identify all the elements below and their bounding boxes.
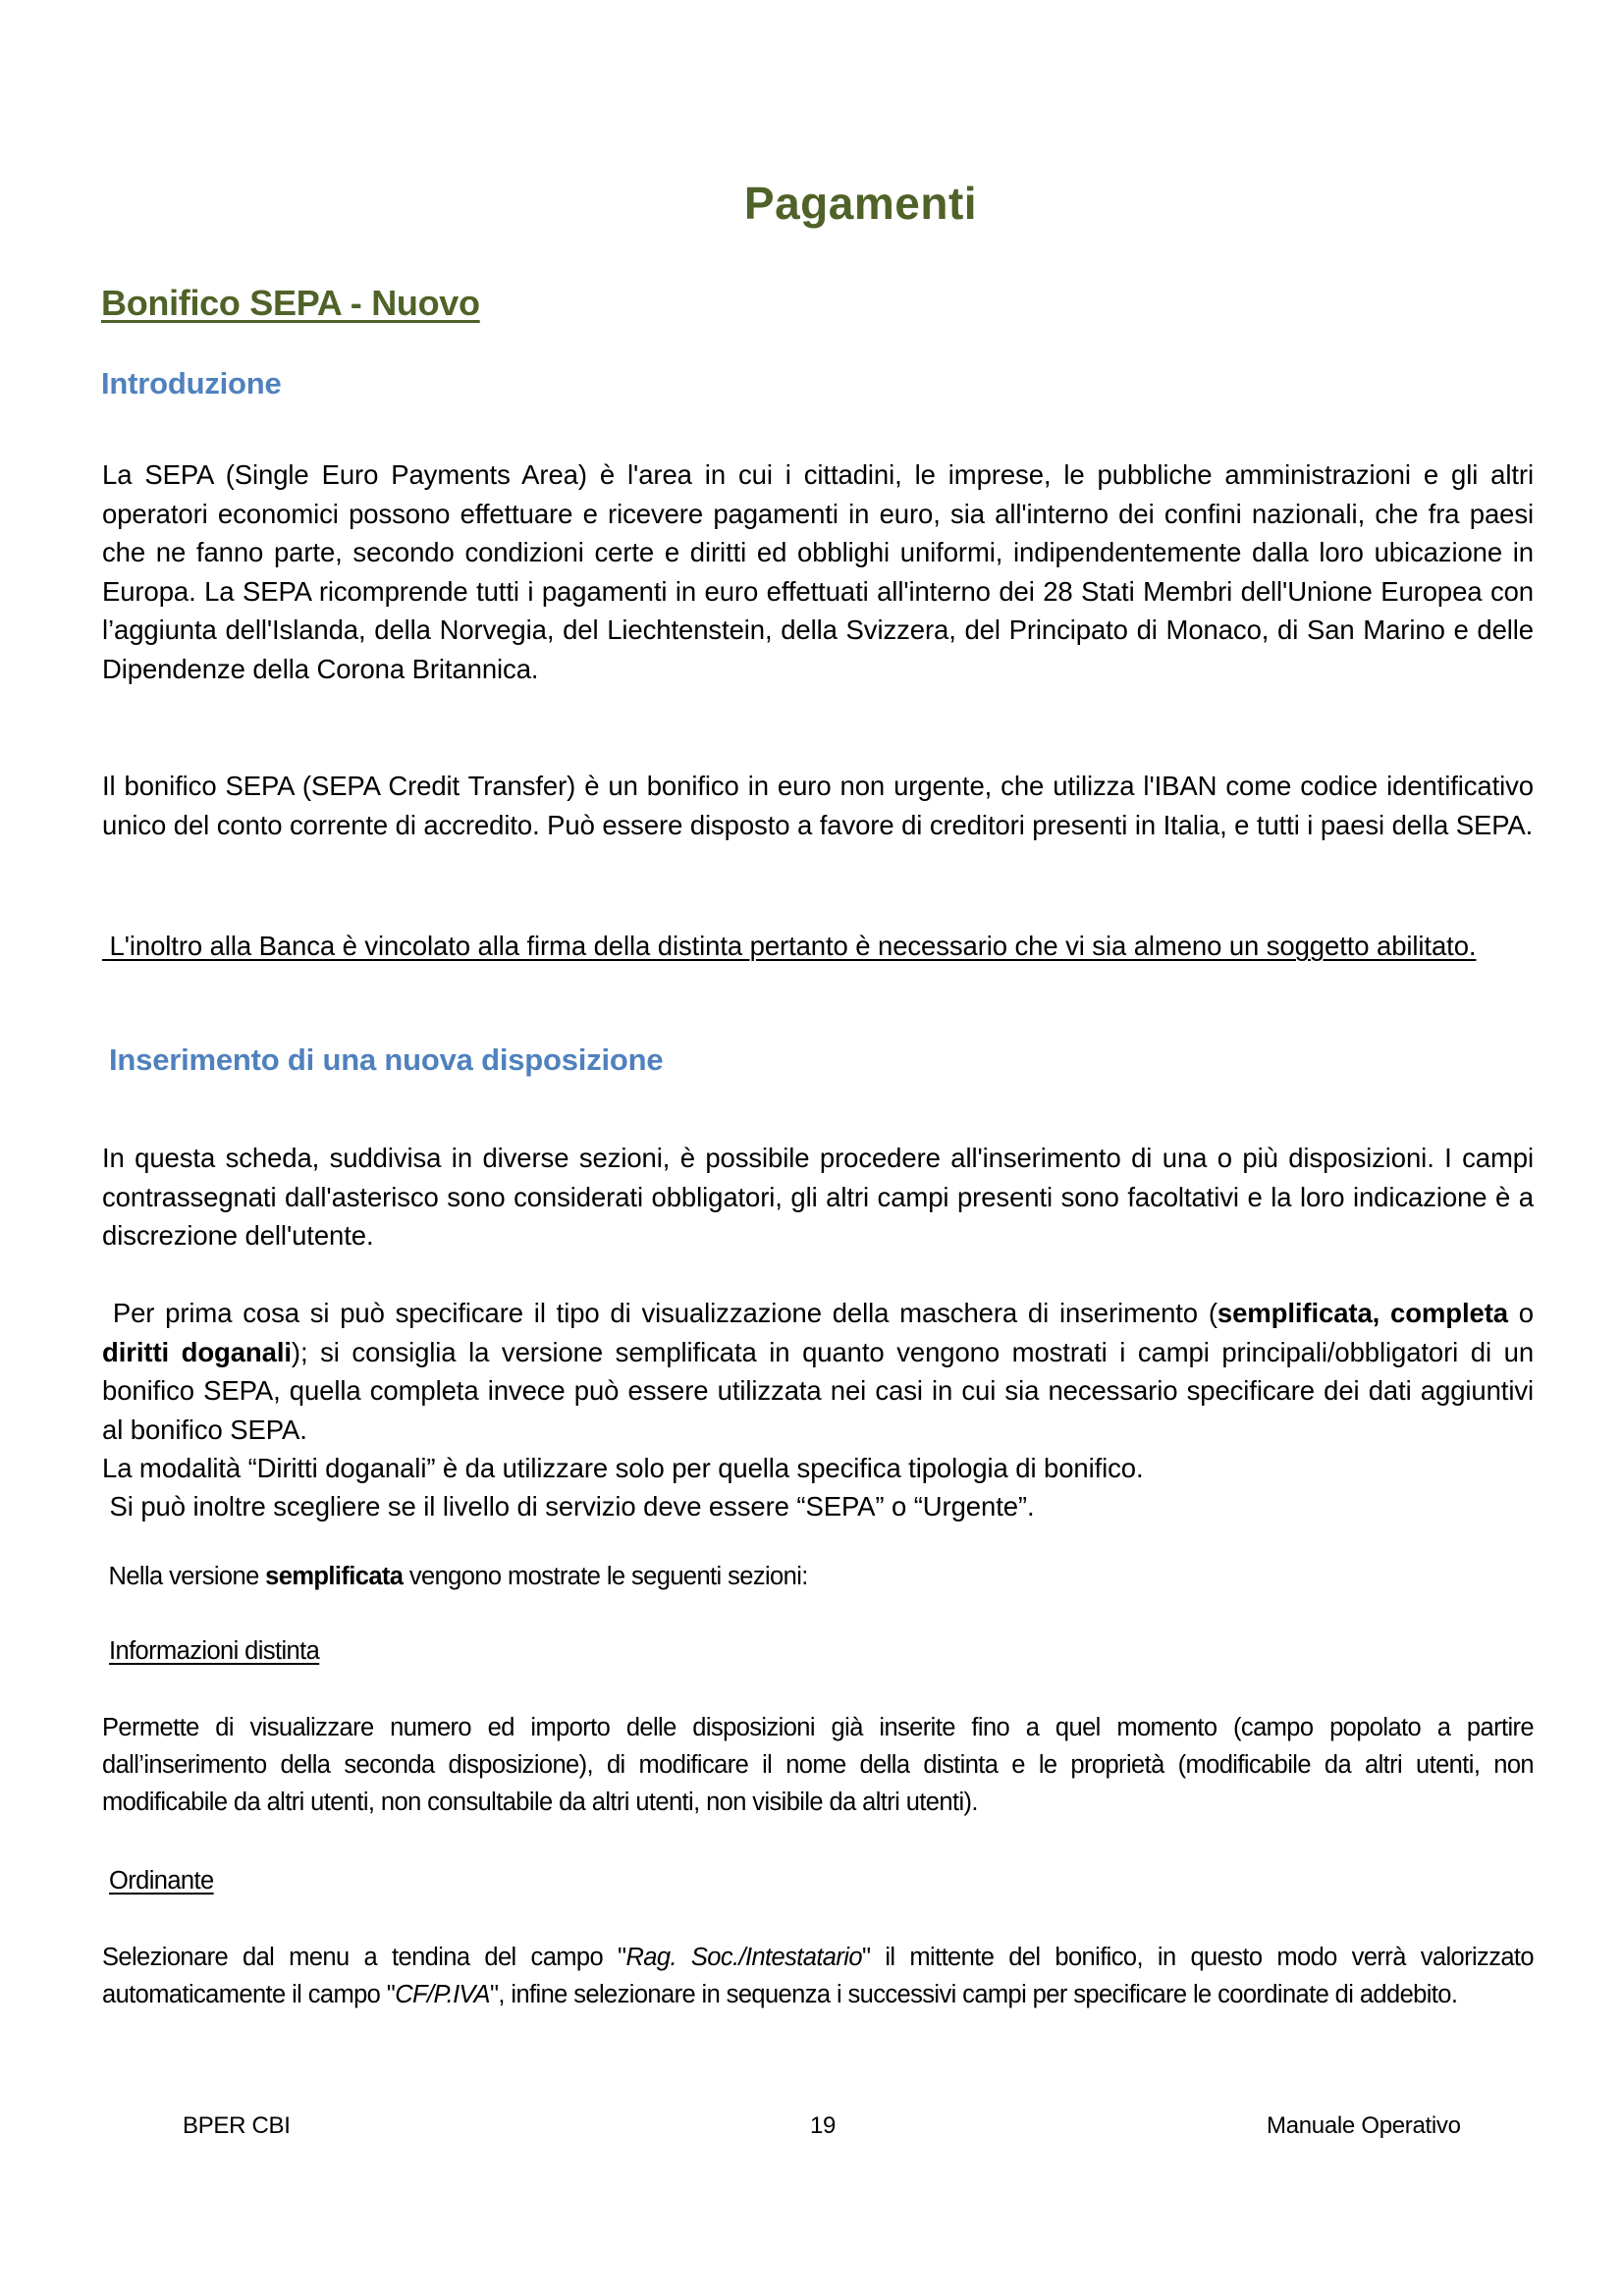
ordinante-field-cf-piva: CF/P.IVA	[395, 1981, 490, 2008]
view-mode-text-2: o	[1507, 1298, 1542, 1328]
simplified-intro-bold: semplificata	[265, 1563, 404, 1590]
section-informazioni-distinta-text: Permette di visualizzare numero ed importo delle disposizioni già inserite fino a quel momento (campo popolato a partire dall’inserimento della seconda disposizione), di modificare il nome della distinta e le proprietà (modificabile da altri utenti, non modificabile da altri utenti, non consultabile da altri utenti, non visibile da altri utenti).	[102, 1714, 1534, 1816]
page-title: Pagamenti	[743, 178, 978, 229]
section-ordinante-heading: Ordinante	[109, 1867, 214, 1895]
customs-duty-line: La modalità “Diritti doganali” è da utilizzare solo per quella specifica tipologia di bonifico.	[102, 1453, 1144, 1483]
footer-page-number: 19	[810, 2112, 837, 2139]
intro-paragraph-2: Il bonifico SEPA (SEPA Credit Transfer) è un bonifico in euro non urgente, che utilizza l'IBAN come codice identificativo unico del conto corrente di accredito. Può essere disposto a favore di creditori presenti in Italia, e tutti i paesi della SEPA.	[102, 771, 1534, 840]
ordinante-text-3: ", infine selezionare in sequenza i successivi campi per specificare le coordinate di addebito.	[489, 1981, 1458, 2008]
ordinante-text-1: Selezionare dal menu a tendina del campo "	[102, 1944, 626, 1971]
section-informazioni-distinta-heading: Informazioni distinta	[109, 1637, 320, 1665]
view-mode-text-3: ); si consiglia la versione semplificata in quanto vengono mostrati i campi principali/obbligatori di un bonifico SEPA, quella completa invece può essere utilizzata nei casi in cui sia necessario specificare dei dati aggiuntivi al bonifico SEPA.	[102, 1336, 1535, 1445]
subheading-inserimento-nuova-disposizione: Inserimento di una nuova disposizione	[109, 1042, 664, 1077]
footer-right-manuale-operativo: Manuale Operativo	[1267, 2112, 1461, 2139]
view-mode-semplificata-completa: semplificata, completa	[1217, 1298, 1508, 1328]
signature-requirement-note: L'inoltro alla Banca è vincolato alla firma della distinta pertanto è necessario che vi sia almeno un soggetto abilitato.	[102, 931, 1477, 961]
ordinante-text-2: " il mittente del bonifico, in questo modo verrà valorizzato automaticamente il campo "	[102, 1944, 1534, 2008]
view-mode-diritti-doganali: diritti doganali	[102, 1336, 292, 1367]
view-mode-text-1: Per prima cosa si può specificare il tipo di visualizzazione della maschera di inserimento (	[102, 1298, 1217, 1328]
service-level-line: Si può inoltre scegliere se il livello di servizio deve essere “SEPA” o “Urgente”.	[102, 1491, 1035, 1522]
subheading-introduzione: Introduzione	[101, 366, 282, 400]
insert-paragraph-2	[102, 1294, 1542, 1449]
intro-paragraph-1: La SEPA (Single Euro Payments Area) è l'area in cui i cittadini, le imprese, le pubbliche amministrazioni e gli altri operatori economici possono effettuare e ricevere pagamenti in euro, sia all'interno dei confini nazionali, che fra paesi che ne fanno parte, secondo condizioni certe e diritti ed obblighi uniformi, indipendentemente dalla loro ubicazione in Europa. La SEPA ricomprende tutti i pagamenti in euro effettuati all'interno dei 28 Stati Membri dell'Unione Europea con l’aggiunta dell'Islanda, della Norvegia, del Liechtenstein, della Svizzera, del Principato di Monaco, di San Marino e delle Dipendenze della Corona Britannica.	[102, 459, 1534, 684]
ordinante-field-rag-soc: Rag. Soc./Intestatario	[625, 1944, 862, 1971]
simplified-sections-intro	[102, 1558, 1534, 1595]
simplified-intro-text-2: vengono mostrate le seguenti sezioni:	[403, 1563, 808, 1590]
simplified-intro-text-1: Nella versione	[102, 1563, 266, 1590]
footer-left-bper-cbi: BPER CBI	[183, 2112, 291, 2139]
section-heading-bonifico-sepa: Bonifico SEPA - Nuovo	[101, 283, 480, 323]
insert-paragraph-1: In questa scheda, suddivisa in diverse sezioni, è possibile procedere all'inserimento di una o più disposizioni. I campi contrassegnati dall'asterisco sono considerati obbligatori, gli altri campi presenti sono facoltativi e la loro indicazione è a discrezione dell'utente.	[102, 1143, 1534, 1251]
section-ordinante-text	[102, 1939, 1534, 2013]
